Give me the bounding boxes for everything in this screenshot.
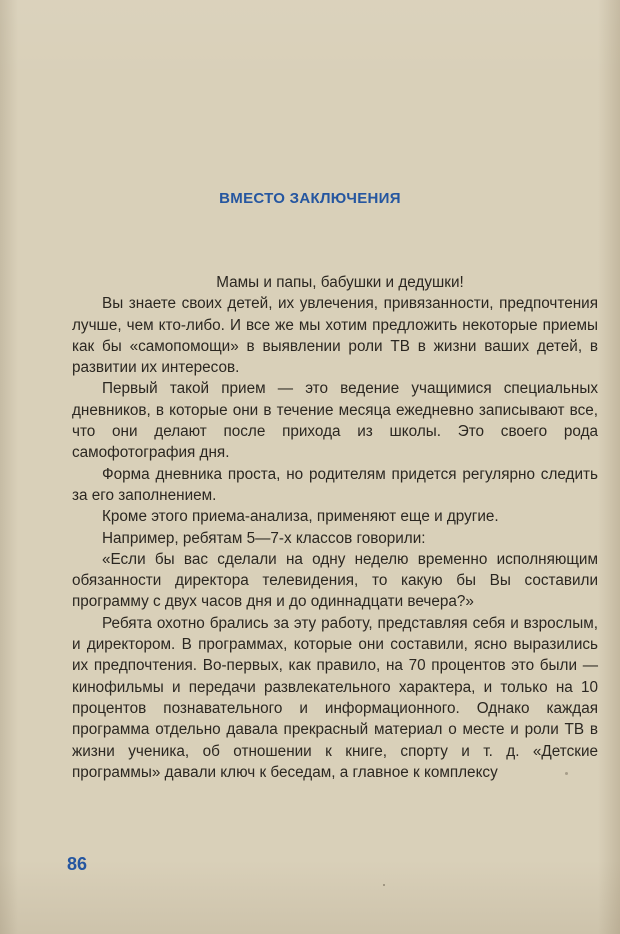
paragraph-4: Кроме этого приема-анализа, применяют еще и другие. xyxy=(102,508,499,526)
paragraph-7: Ребята охотно брались за эту работу, представляя себя и взрослым, и директором. В программах, которые они составили, ясно выразились их предпочтения. Во-первых, как правило, на 70 процентов это были — кинофильмы и передачи развлекательного характера, и только на 10 процентов познавательного и информационного. Однако каждая программа отдельно давала прекрасный материал о месте и роли ТВ в жизни ученика, об отношении к книге, спорту и т. д. «Детские программы» давали ключ к беседам, а главное к комплексу xyxy=(72,614,598,781)
chapter-title: ВМЕСТО ЗАКЛЮЧЕНИЯ xyxy=(219,190,401,207)
body-text xyxy=(72,272,598,783)
paragraph-6: «Если бы вас сделали на одну неделю временно исполняющим обязанности директора телевидения, то какую бы Вы составили программу с двух часов дня и до одиннадцати вечера?» xyxy=(72,550,598,611)
paper-speck xyxy=(383,884,385,886)
paragraph-3: Форма дневника проста, но родителям придется регулярно следить за его заполнением. xyxy=(72,465,598,504)
page-number: 86 xyxy=(67,854,88,874)
paragraph-1: Вы знаете своих детей, их увлечения, привязанности, предпочтения лучше, чем кто-либо. И все же мы хотим предложить некоторые приемы как бы «самопомощи» в выявлении роли ТВ в жизни ваших детей, в развитии их интересов. xyxy=(72,295,598,377)
paragraph-2: Первый такой прием — это ведение учащимися специальных дневников, в которые они в течение месяца ежедневно записывают все, что они делают после прихода из школы. Это своего рода самофотография дня. xyxy=(72,380,598,462)
paragraph-address: Мамы и папы, бабушки и дедушки! xyxy=(216,274,464,291)
paragraph-5: Например, ребятам 5—7-х классов говорили: xyxy=(102,529,426,547)
